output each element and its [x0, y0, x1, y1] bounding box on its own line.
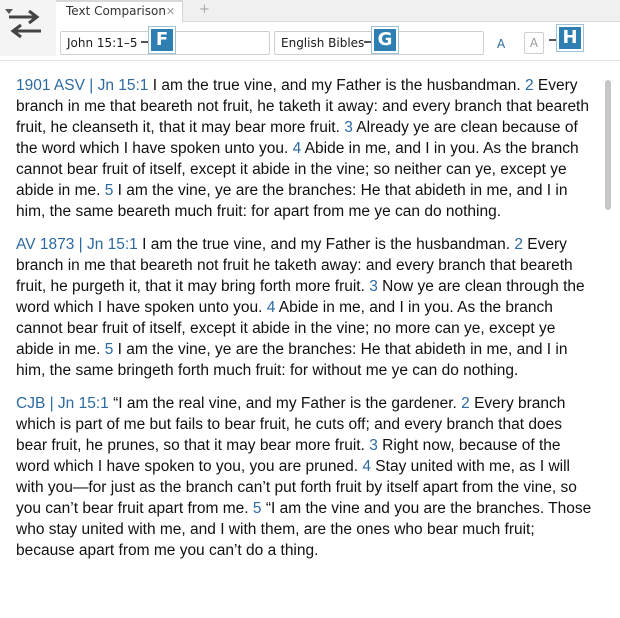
verse-text: Stay united with me, as I will with you—for just as the branch can’t put forth fruit by itself apart from the vine, so you can’t bear fruit apart from me.	[16, 458, 577, 517]
close-icon[interactable]: ✕	[165, 5, 176, 18]
tab-title: Text Comparison	[66, 4, 166, 18]
verse-number[interactable]: 2	[461, 395, 470, 412]
verse-text: Every branch in me that beareth not fruit, he taketh it away: and every branch that beareth fruit, he cleanseth it, that it may bear more fruit.	[16, 77, 589, 136]
verse-number[interactable]: 5	[104, 182, 114, 199]
passage-reference-link[interactable]: CJB | Jn 15:1	[16, 395, 109, 412]
verse-number[interactable]: 3	[344, 119, 353, 136]
verse-text: Every branch in me that beareth not fruit he taketh away: and every branch that beareth fruit, he purgeth it, that it may bring forth more fruit.	[16, 236, 573, 295]
verse-number[interactable]: 3	[369, 437, 378, 454]
callout-badge-g: G	[372, 27, 398, 53]
verse-text: Every branch which is part of me but fails to bear fruit, he cuts off; and every branch that does bear fruit, he prunes, so that it may bear more fruit.	[16, 395, 566, 454]
verse-number[interactable]: 4	[266, 299, 276, 316]
tab-bar	[56, 0, 620, 22]
increase-font-button[interactable]: A	[524, 32, 544, 54]
toolbar-divider	[0, 60, 620, 61]
verse-number[interactable]: 2	[514, 236, 523, 253]
verse-text: “I am the vine and you are the branches. Those who stay united with me, and I with them, are the ones who bear much fruit; because apart from me you can’t do a thing.	[16, 500, 592, 559]
tab-text-comparison[interactable]	[56, 0, 183, 23]
verse-text: “I am the real vine, and my Father is the gardener.	[108, 395, 462, 412]
verse-text: Abide in me, and I in you. As the branch cannot bear fruit of itself, except it abide in the vine; so neither can ye, except ye abide in me.	[16, 140, 579, 199]
passage-reference-link[interactable]: AV 1873 | Jn 15:1	[16, 236, 138, 253]
passage-reference-link[interactable]: 1901 ASV | Jn 15:1	[16, 77, 149, 94]
verse-text: I am the true vine, and my Father is the husbandman.	[148, 77, 525, 94]
reference-input[interactable]: John 15:1–5	[60, 31, 270, 55]
decrease-font-button[interactable]: A	[497, 37, 506, 51]
add-tab-icon[interactable]: +	[199, 2, 210, 17]
resource-collection-input[interactable]: English Bibles	[274, 31, 484, 55]
caret-down-icon	[5, 9, 13, 14]
verse-number[interactable]: 5	[104, 341, 114, 358]
panel-menu-button[interactable]	[0, 0, 56, 56]
comparison-passage	[16, 234, 596, 381]
verse-text: I am the vine, ye are the branches: He that abideth in me, and I in him, the same bringeth forth much fruit: for without me ye can do nothing.	[16, 341, 568, 379]
comparison-passage	[16, 75, 596, 222]
verse-number[interactable]: 4	[362, 458, 371, 475]
comparison-content	[16, 75, 596, 573]
verse-number[interactable]: 2	[524, 77, 534, 94]
verse-number[interactable]: 4	[292, 140, 302, 157]
verse-text: Already ye are clean because of the word which I have spoken unto you.	[16, 119, 578, 157]
verse-number[interactable]: 3	[369, 278, 378, 295]
callout-badge-f: F	[149, 27, 175, 53]
verse-text: Now ye are clean through the word which I have spoken unto you.	[16, 278, 585, 316]
comparison-passage	[16, 393, 596, 561]
callout-badge-h: H	[557, 25, 583, 51]
verse-text: I am the true vine, and my Father is the husbandman.	[137, 236, 515, 253]
verse-text: I am the vine, ye are the branches: He that abideth in me, and I in him, the same beareth much fruit: for apart from me ye can do nothing.	[16, 182, 568, 220]
verse-number[interactable]: 5	[252, 500, 262, 517]
verse-text: Right now, because of the word which I have spoken to you, you are pruned.	[16, 437, 561, 475]
scrollbar-thumb[interactable]	[605, 80, 611, 210]
verse-text: Abide in me, and I in you. As the branch cannot bear fruit of itself, except it abide in the vine; no more can ye, except ye abide in me.	[16, 299, 556, 358]
